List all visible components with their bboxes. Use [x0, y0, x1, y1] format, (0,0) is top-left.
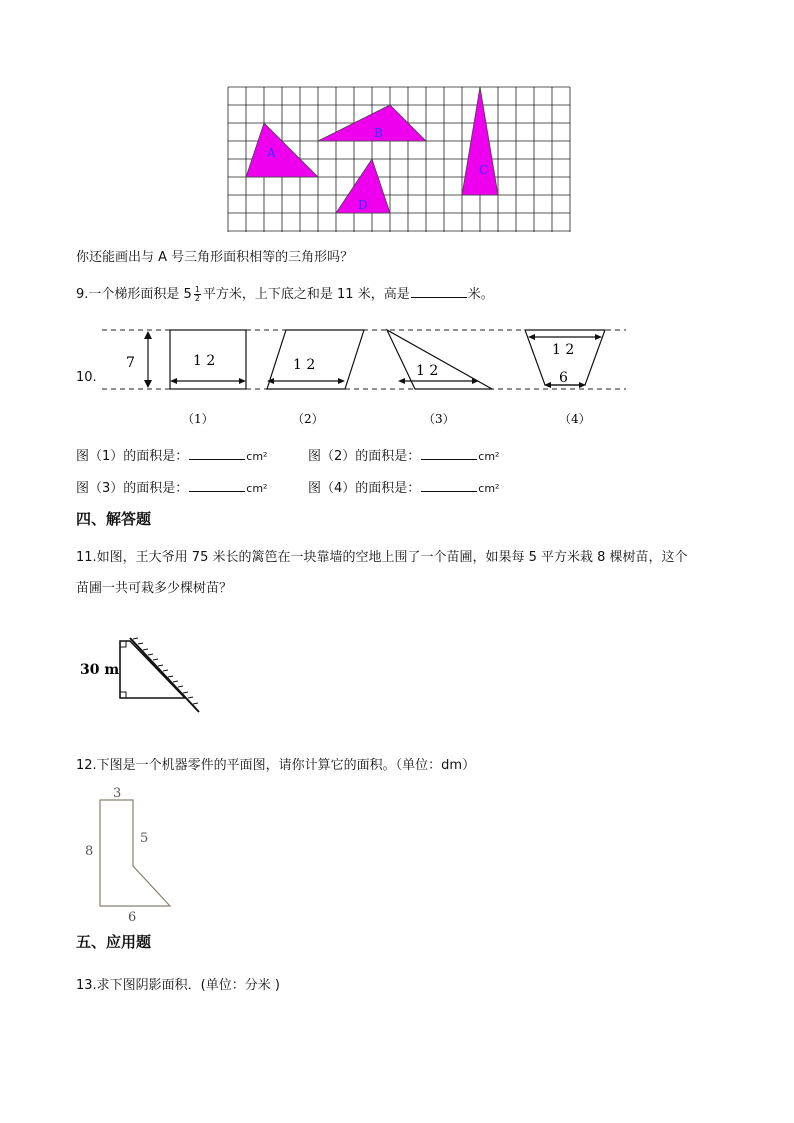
q12-right-label: 5 [140, 831, 149, 846]
q10-caption-4: （4） [559, 412, 591, 426]
q11-line1: 11.如图，王大爷用 75 米长的篱笆在一块靠墙的空地上围了一个苗圃，如果每 5 平方米栽 8 棵树苗，这个 [76, 550, 688, 565]
q11-wall-hatching [133, 638, 198, 704]
triangle-grid-figure [227, 86, 572, 233]
q10-answer-2 [308, 446, 499, 466]
q13-text: 13.求下图阴影面积．(单位：分米 ) [76, 978, 280, 993]
q8-followup-text: 你还能画出与 A 号三角形面积相等的三角形吗？ [76, 250, 354, 265]
triangle-c-label: C [479, 163, 489, 177]
q10-answer-4-blank[interactable] [421, 478, 477, 492]
q10-shape4-bottom-label: 6 [559, 370, 568, 386]
q9-answer-blank[interactable] [411, 284, 467, 298]
triangle-b-label: B [374, 126, 383, 140]
q10-answer-2-unit: cm² [478, 450, 500, 463]
q10-number: 10. [76, 370, 97, 385]
q11-wall [130, 638, 199, 712]
q12-text: 12.下图是一个机器零件的平面图，请你计算它的面积。（单位：dm） [76, 758, 476, 773]
section-5-title: 五、应用题 [76, 933, 152, 951]
q10-shape2-label: 1 2 [293, 357, 316, 373]
q12-top-label: 3 [113, 786, 122, 801]
q10-shapes-figure [100, 322, 630, 432]
q11-garden-figure [78, 636, 208, 716]
q10-answer-1-unit: cm² [246, 450, 268, 463]
q12-part-figure [80, 782, 180, 927]
question-9 [76, 284, 494, 304]
q10-parallelogram [267, 330, 364, 389]
q10-answer-3 [76, 478, 267, 498]
q10-answer-2-blank[interactable] [421, 446, 477, 460]
q12-bottom-label: 6 [128, 910, 137, 925]
q10-answer-4 [308, 478, 499, 498]
section-4-title: 四、解答题 [76, 510, 152, 528]
q11-trapezoid [120, 641, 185, 698]
q10-answer-4-unit: cm² [478, 482, 500, 495]
q9-prefix: 9.一个梯形面积是 5 [76, 287, 192, 302]
q12-outline [100, 800, 170, 906]
q10-caption-2: （2） [292, 412, 324, 426]
q9-middle: 平方米，上下底之和是 11 米，高是 [202, 287, 410, 302]
q9-suffix: 米。 [467, 287, 494, 302]
q10-shape4-top-label: 1 2 [552, 342, 575, 358]
triangle-a-label: A [267, 146, 276, 160]
q10-answer-3-blank[interactable] [189, 478, 245, 492]
q10-shape1-label: 1 2 [193, 353, 216, 369]
q10-caption-1: （1） [182, 412, 214, 426]
q10-answer-3-unit: cm² [246, 482, 268, 495]
q10-answer-3-label: 图（3）的面积是： [76, 481, 189, 496]
q10-answer-1 [76, 446, 267, 466]
q10-answer-4-label: 图（4）的面积是： [308, 481, 421, 496]
q11-line2: 苗圃一共可栽多少棵树苗？ [76, 581, 233, 596]
triangle-d-label: D [358, 198, 368, 212]
q10-answer-1-label: 图（1）的面积是： [76, 449, 189, 464]
q12-left-label: 8 [85, 844, 94, 859]
q10-height-label: 7 [126, 355, 135, 371]
q11-side-label: 30 m [80, 662, 120, 678]
q10-answer-1-blank[interactable] [189, 446, 245, 460]
q10-answer-2-label: 图（2）的面积是： [308, 449, 421, 464]
q10-caption-3: （3） [423, 412, 455, 426]
q10-shape3-label: 1 2 [416, 363, 439, 379]
q9-fraction [194, 286, 201, 303]
q9-frac-num: 1 [194, 285, 200, 294]
q9-frac-den: 2 [194, 294, 200, 303]
